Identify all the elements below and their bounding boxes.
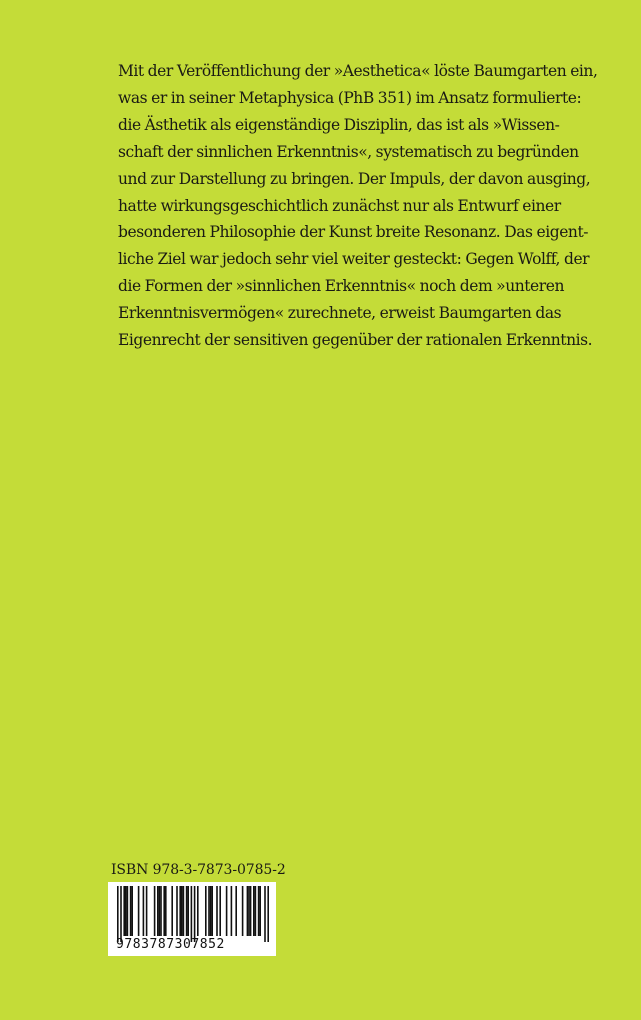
barcode-bar	[248, 886, 250, 936]
barcode-bar	[123, 886, 125, 936]
barcode-bar	[165, 886, 167, 936]
barcode-bar	[259, 886, 261, 936]
barcode-bar	[176, 886, 178, 936]
blurb-line: Eigenrecht der sensitiven gegenüber der rationalen Erkenntnis.	[118, 331, 593, 350]
barcode-bar	[159, 886, 161, 936]
barcode-bar	[191, 886, 193, 942]
barcode-bar	[197, 886, 199, 936]
barcode-bar	[247, 886, 249, 936]
barcode-bar	[186, 886, 188, 936]
barcode-bar	[163, 886, 165, 936]
blurb-line: die Ästhetik als eigenständige Disziplin, das ist als »Wissen-	[118, 115, 560, 134]
barcode-bar	[231, 886, 233, 936]
barcode-bar	[226, 886, 228, 936]
barcode-bar	[242, 886, 244, 936]
barcode-bar	[160, 886, 162, 936]
barcode-bar	[210, 886, 212, 936]
barcode-bar	[130, 886, 132, 936]
barcode-bar	[157, 886, 159, 936]
blurb-line: was er in seiner Metaphysica (PhB 351) im Ansatz formulierte:	[118, 88, 582, 107]
barcode-bar	[219, 886, 221, 936]
barcode-bar	[194, 886, 196, 942]
barcode-bar	[120, 886, 122, 942]
barcode-bar	[208, 886, 210, 936]
barcode-digits: 9783787307852	[116, 937, 225, 952]
barcode-bar	[131, 886, 133, 936]
blurb-line: die Formen der »sinnlichen Erkenntnis« noch dem »unteren	[118, 277, 564, 296]
barcode-bar	[187, 886, 189, 936]
blurb-line: Mit der Veröffentlichung der »Aesthetica« löste Baumgarten ein,	[118, 62, 598, 80]
barcode-bar	[235, 886, 237, 936]
barcode-bar	[183, 886, 185, 936]
barcode-bar	[258, 886, 260, 936]
barcode-bar	[264, 886, 266, 942]
barcode-bar	[216, 886, 218, 936]
barcode-bar	[117, 886, 119, 942]
isbn-label: ISBN 978-3-7873-0785-2	[111, 862, 286, 878]
blurb-line: Erkenntnisvermögen« zurechnete, erweist Baumgarten das	[118, 304, 562, 323]
barcode-bar	[253, 886, 255, 936]
isbn-barcode	[108, 882, 276, 956]
barcode-bar	[138, 886, 140, 936]
barcode-bar	[143, 886, 145, 936]
barcode-bar	[181, 886, 183, 936]
barcode-bar	[171, 886, 173, 936]
blurb-line: besonderen Philosophie der Kunst breite Resonanz. Das eigent-	[118, 223, 589, 242]
barcode-bar	[250, 886, 252, 936]
blurb-line: schaft der sinnlichen Erkenntnis«, systematisch zu begründen	[118, 142, 579, 161]
barcode-bar	[267, 886, 269, 942]
barcode-bar	[179, 886, 181, 936]
barcode-bar	[127, 886, 129, 936]
barcode-bar	[125, 886, 127, 936]
blurb-line: und zur Darstellung zu bringen. Der Impuls, der davon ausging,	[118, 169, 591, 188]
back-cover-blurb	[118, 58, 618, 354]
barcode-bar	[154, 886, 156, 936]
blurb-line: hatte wirkungsgeschichtlich zunächst nur als Entwurf einer	[118, 196, 561, 215]
barcode-bar	[205, 886, 207, 936]
blurb-line: liche Ziel war jedoch sehr viel weiter gesteckt: Gegen Wolff, der	[118, 250, 590, 269]
barcode-bar	[146, 886, 148, 936]
barcode-bar	[211, 886, 213, 936]
barcode-bar	[255, 886, 257, 936]
